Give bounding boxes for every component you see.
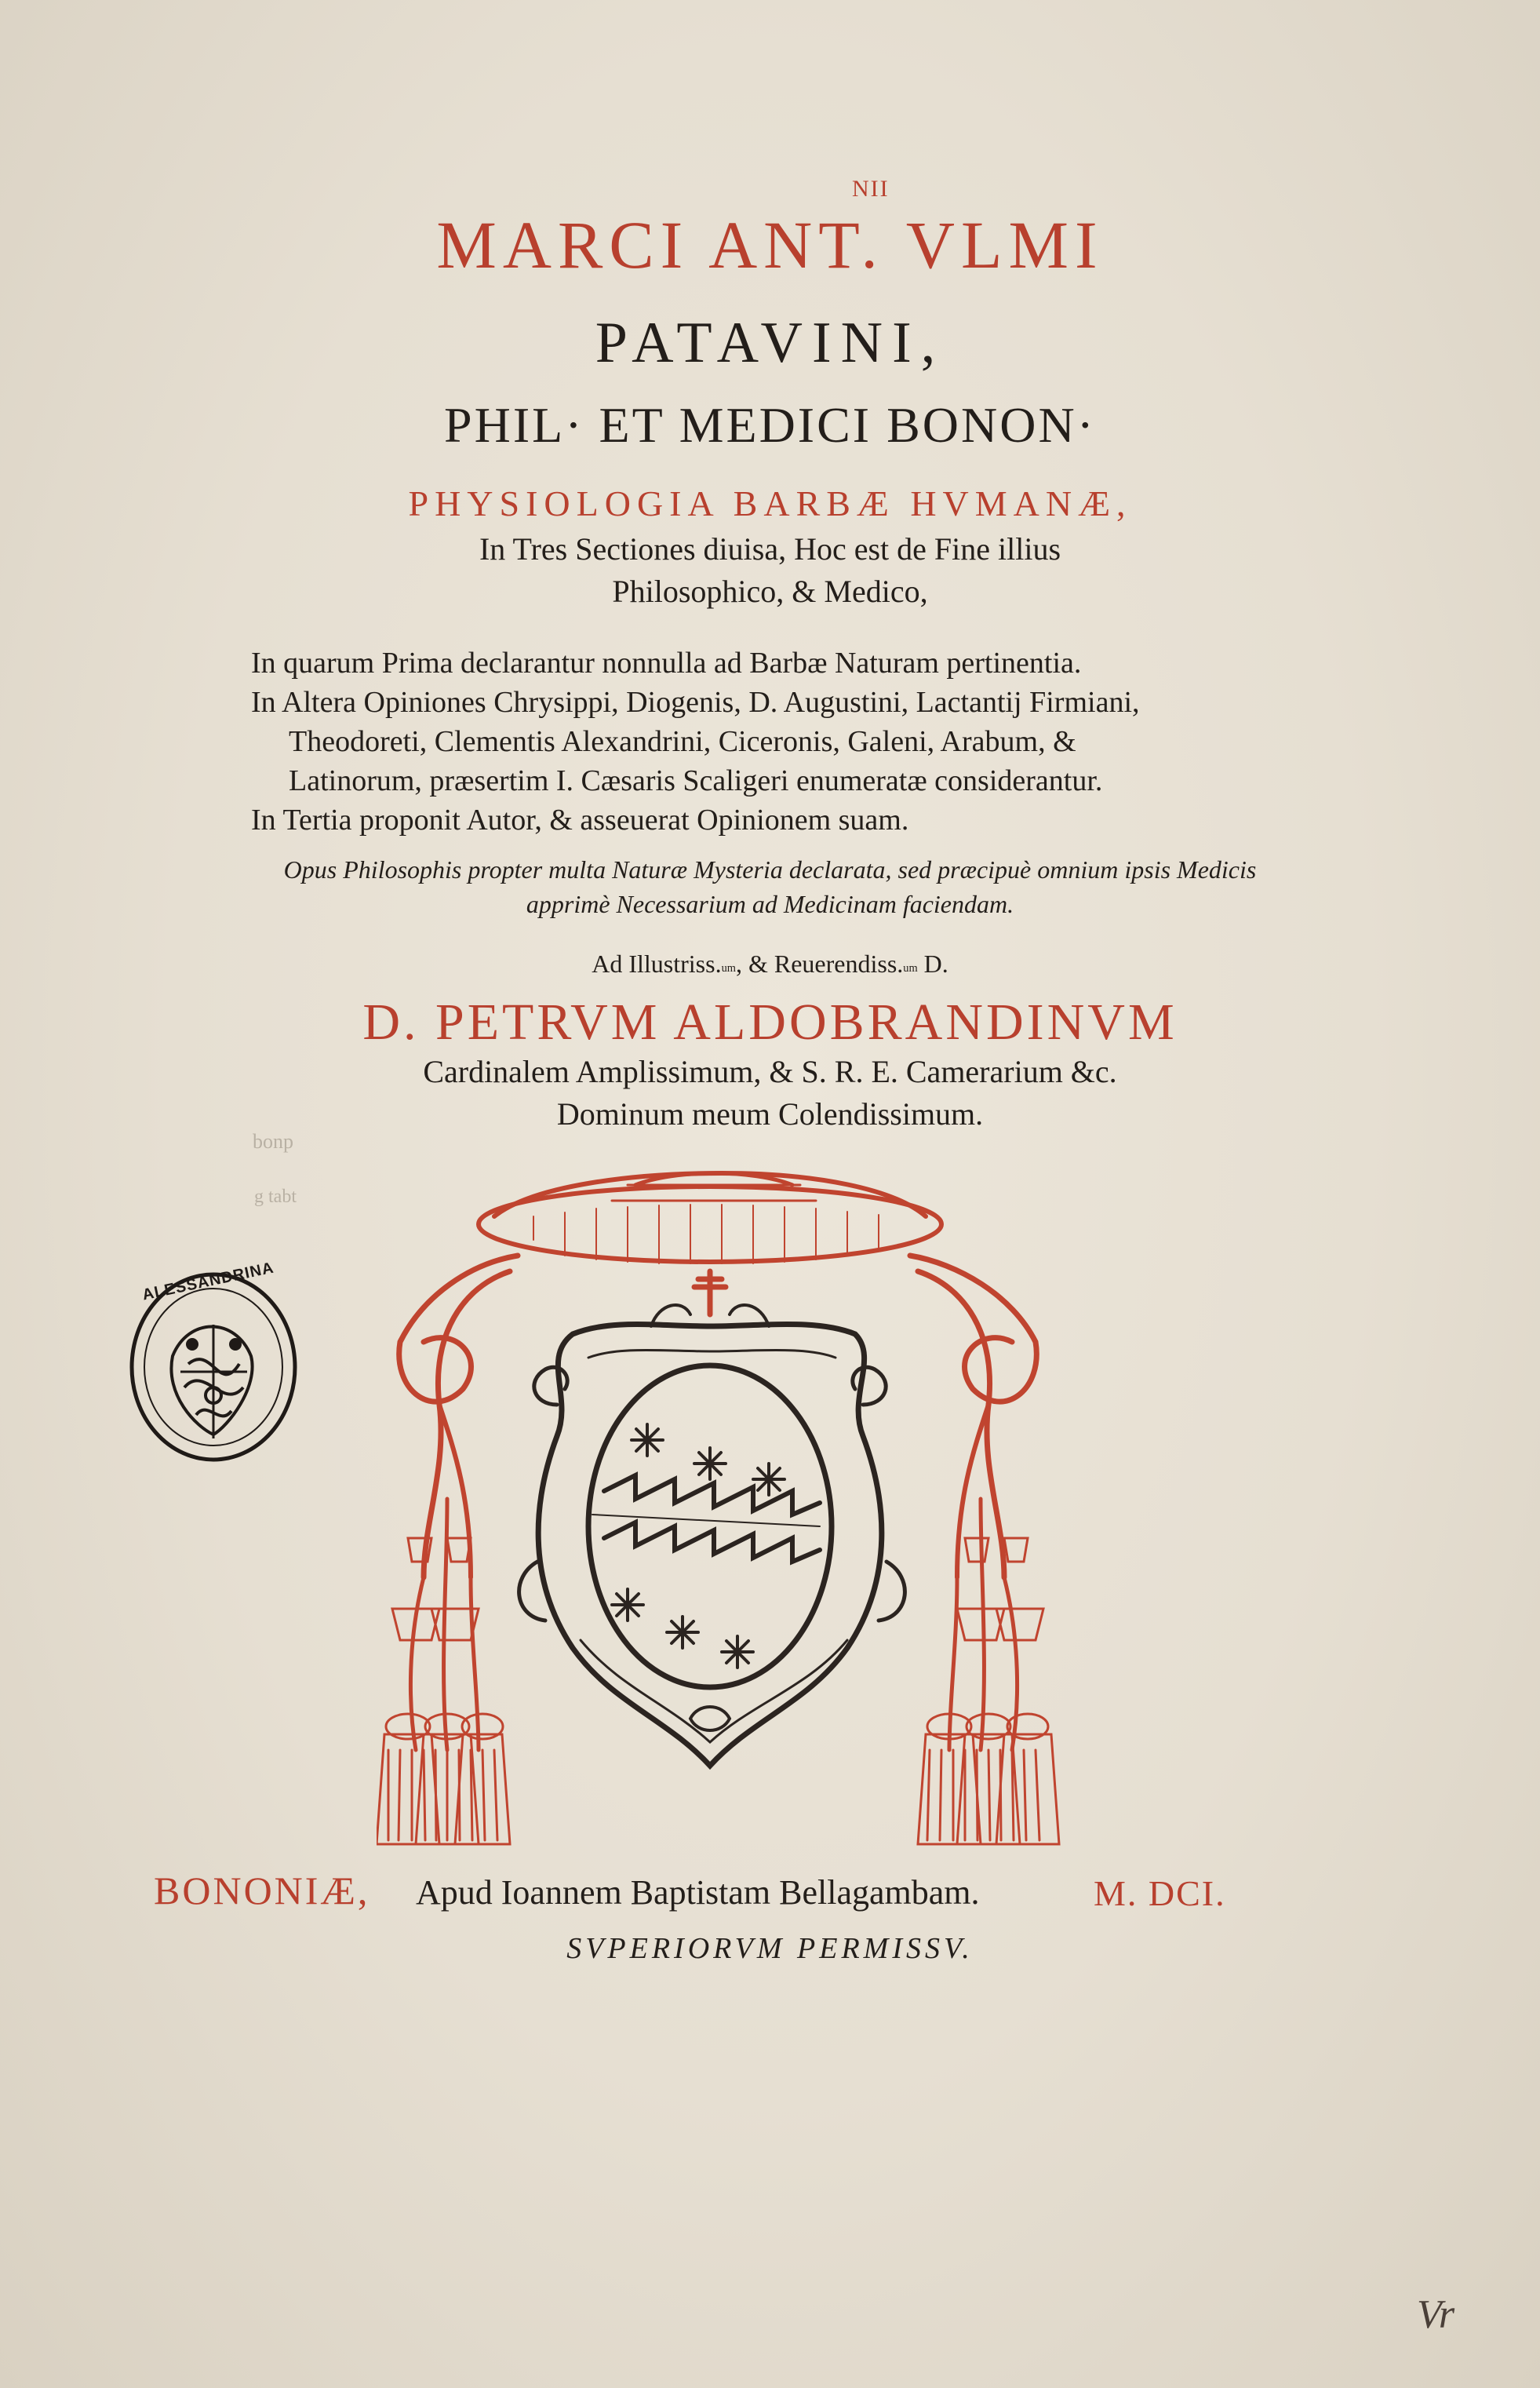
show-through-word: bonp	[253, 1130, 293, 1153]
show-through-word: g tabt	[254, 1187, 297, 1207]
subtitle-line: In Tres Sectiones diuisa, Hoc est de Fine illius	[479, 531, 1061, 567]
superscript-um: um	[721, 962, 736, 975]
coat-of-arms-woodcut	[377, 1169, 1130, 1860]
imprint-city: BONONIÆ,	[154, 1868, 370, 1912]
dedicatee-name: D. PETRVM ALDOBRANDINVM	[362, 993, 1178, 1051]
dedication-mid: , & Reuerendiss.	[735, 950, 904, 978]
origin-line: PATAVINI,	[595, 311, 945, 375]
imprint-printer: Apud Ioannem Baptistam Bellagambam.	[416, 1873, 980, 1912]
superscript-um: um	[903, 962, 918, 975]
author-annotation: NII	[852, 176, 890, 202]
opus-line: Opus Philosophis propter multa Naturæ Mysteria declarata, sed præcipuè omnium ipsis Medicis	[283, 855, 1257, 884]
stamp-label: ALESSANDRINA	[140, 1259, 276, 1304]
imprint-permission: SVPERIORVM PERMISSV.	[566, 1932, 974, 1965]
opus-line: apprimè Necessarium ad Medicinam faciendam.	[526, 890, 1014, 918]
work-title: PHYSIOLOGIA BARBÆ HVMANÆ,	[408, 483, 1132, 523]
subtitle-line: Philosophico, & Medico,	[612, 574, 928, 609]
dedication-pre: Ad Illustriss.	[592, 950, 722, 978]
contents-line: Theodoreti, Clementis Alexandrini, Ciceronis, Galeni, Arabum, &	[289, 725, 1076, 758]
imprint-year: M. DCI.	[1094, 1873, 1226, 1913]
contents-line: In Tertia proponit Autor, & asseuerat Opinionem suam.	[251, 804, 909, 837]
show-through-text	[254, 1187, 297, 1208]
shelfmark: Vr	[1417, 2292, 1455, 2337]
contents-line: In quarum Prima declarantur nonnulla ad Barbæ Naturam pertinentia.	[251, 647, 1082, 680]
dedicatee-line: Dominum meum Colendissimum.	[556, 1096, 984, 1132]
role-line: PHIL· ET MEDICI BONON·	[444, 397, 1096, 453]
author-line: MARCI ANT. VLMI	[436, 207, 1104, 283]
dedication-post: D.	[917, 950, 948, 978]
dedicatee-line: Cardinalem Amplissimum, & S. R. E. Camerarium &c.	[423, 1054, 1117, 1089]
dedication-line	[0, 946, 1540, 981]
contents-line: Latinorum, præsertim I. Cæsaris Scaligeri enumeratæ considerantur.	[289, 764, 1103, 797]
contents-line: In Altera Opiniones Chrysippi, Diogenis, D. Augustini, Lactantij Firmiani,	[251, 686, 1140, 719]
